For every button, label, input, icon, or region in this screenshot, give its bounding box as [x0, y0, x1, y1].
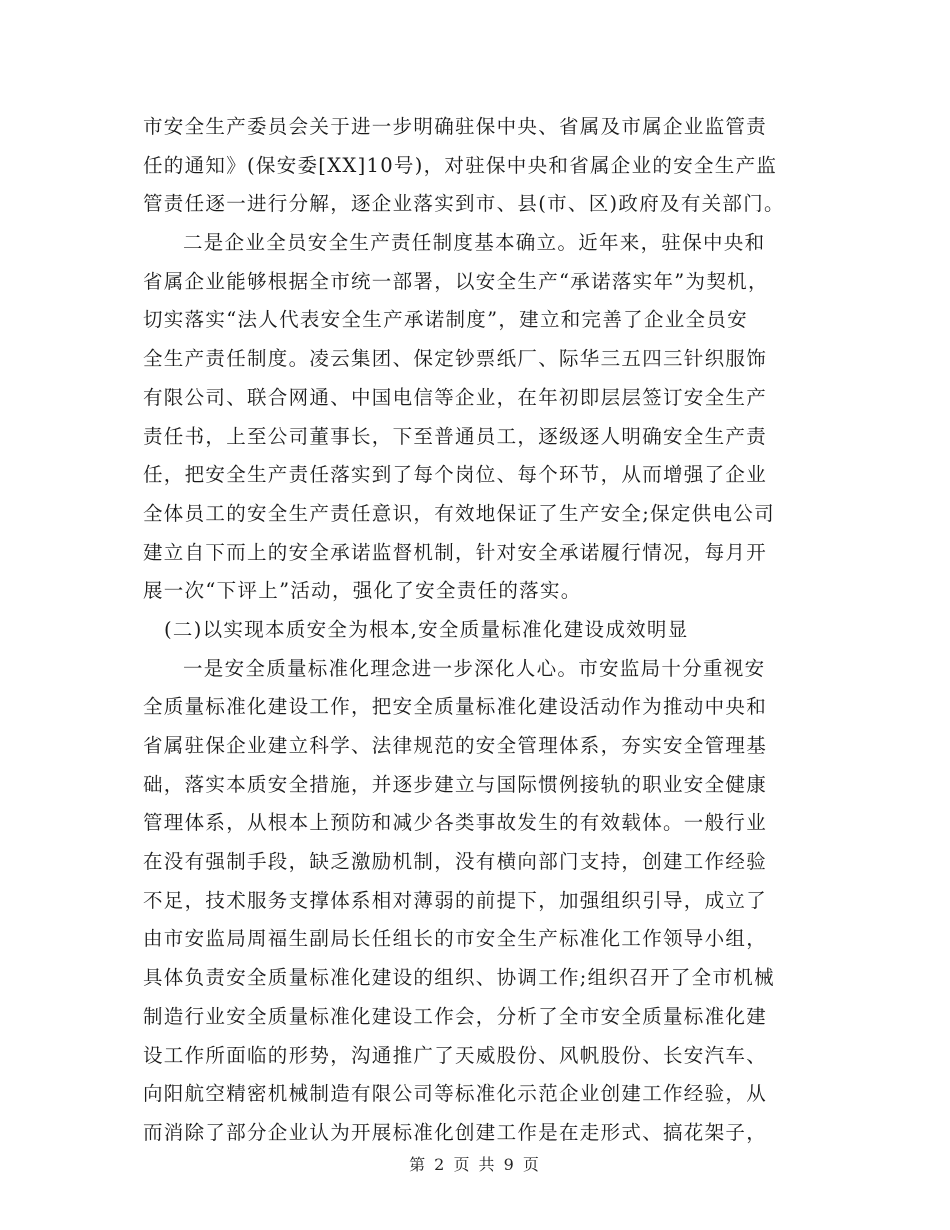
paragraph-start-line: 一是安全质量标准化理念进一步深化人心。市安监局十分重视安 — [183, 656, 766, 680]
text-line: 省属企业能够根据全市统一部署，以安全生产“承诺落实年”为契机， — [143, 269, 769, 293]
text-line: 全体员工的安全生产责任意识，有效地保证了生产安全;保定供电公司 — [143, 501, 775, 525]
document-body — [143, 108, 815, 1153]
text-line: 在没有强制手段，缺乏激励机制，没有横向部门支持，创建工作经验 — [143, 850, 768, 874]
page-number-footer: 第 2 页 共 9 页 — [409, 1155, 541, 1174]
text-line: 任，把安全生产责任落实到了每个岗位、每个环节，从而增强了企业 — [143, 463, 768, 487]
text-line: 全生产责任制度。凌云集团、保定钞票纸厂、际华三五四三针织服饰 — [143, 347, 768, 371]
text-line: 管责任逐一进行分解，逐企业落实到市、县(市、区)政府及有关部门。 — [143, 192, 785, 216]
text-line: 而消除了部分企业认为开展标准化创建工作是在走形式、搞花架子， — [143, 1120, 768, 1144]
text-line: 展一次“下评上”活动，强化了安全责任的落实。 — [143, 579, 582, 603]
text-line: 全质量标准化建设工作，把安全质量标准化建设活动作为推动中央和 — [143, 695, 768, 719]
section-heading: (二)以实现本质安全为根本,安全质量标准化建设成效明显 — [164, 617, 689, 641]
text-line: 有限公司、联合网通、中国电信等企业，在年初即层层签订安全生产 — [143, 385, 768, 409]
text-line: 设工作所面临的形势，沟通推广了天威股份、风帆股份、长安汽车、 — [143, 1043, 768, 1067]
paragraph-start-line: 二是企业全员安全生产责任制度基本确立。近年来，驻保中央和 — [183, 231, 766, 255]
text-line: 省属驻保企业建立科学、法律规范的安全管理体系，夯实安全管理基 — [143, 734, 768, 757]
text-line: 市安全生产委员会关于进一步明确驻保中央、省属及市属企业监管责 — [143, 115, 768, 138]
text-line: 管理体系，从根本上预防和减少各类事故发生的有效载体。一般行业 — [143, 811, 768, 835]
text-line: 不足，技术服务支撑体系相对薄弱的前提下，加强组织引导，成立了 — [143, 888, 768, 912]
text-line: 切实落实“法人代表安全生产承诺制度”，建立和完善了企业全员安 — [143, 308, 748, 332]
text-line: 由市安监局周福生副局长任组长的市安全生产标准化工作领导小组， — [143, 927, 768, 951]
text-line: 任的通知》(保安委[XX]10号)，对驻保中央和省属企业的安全生产监 — [143, 153, 778, 177]
text-line: 础，落实本质安全措施，并逐步建立与国际惯例接轨的职业安全健康 — [143, 772, 768, 796]
text-line: 制造行业安全质量标准化建设工作会，分析了全市安全质量标准化建 — [143, 1004, 768, 1028]
text-line: 向阳航空精密机械制造有限公司等标准化示范企业创建工作经验，从 — [143, 1082, 768, 1106]
text-line: 责任书，上至公司董事长，下至普通员工，逐级逐人明确安全生产责 — [143, 424, 768, 448]
text-line: 具体负责安全质量标准化建设的组织、协调工作;组织召开了全市机械 — [143, 966, 775, 990]
text-line: 建立自下而上的安全承诺监督机制，针对安全承诺履行情况，每月开 — [143, 540, 768, 564]
